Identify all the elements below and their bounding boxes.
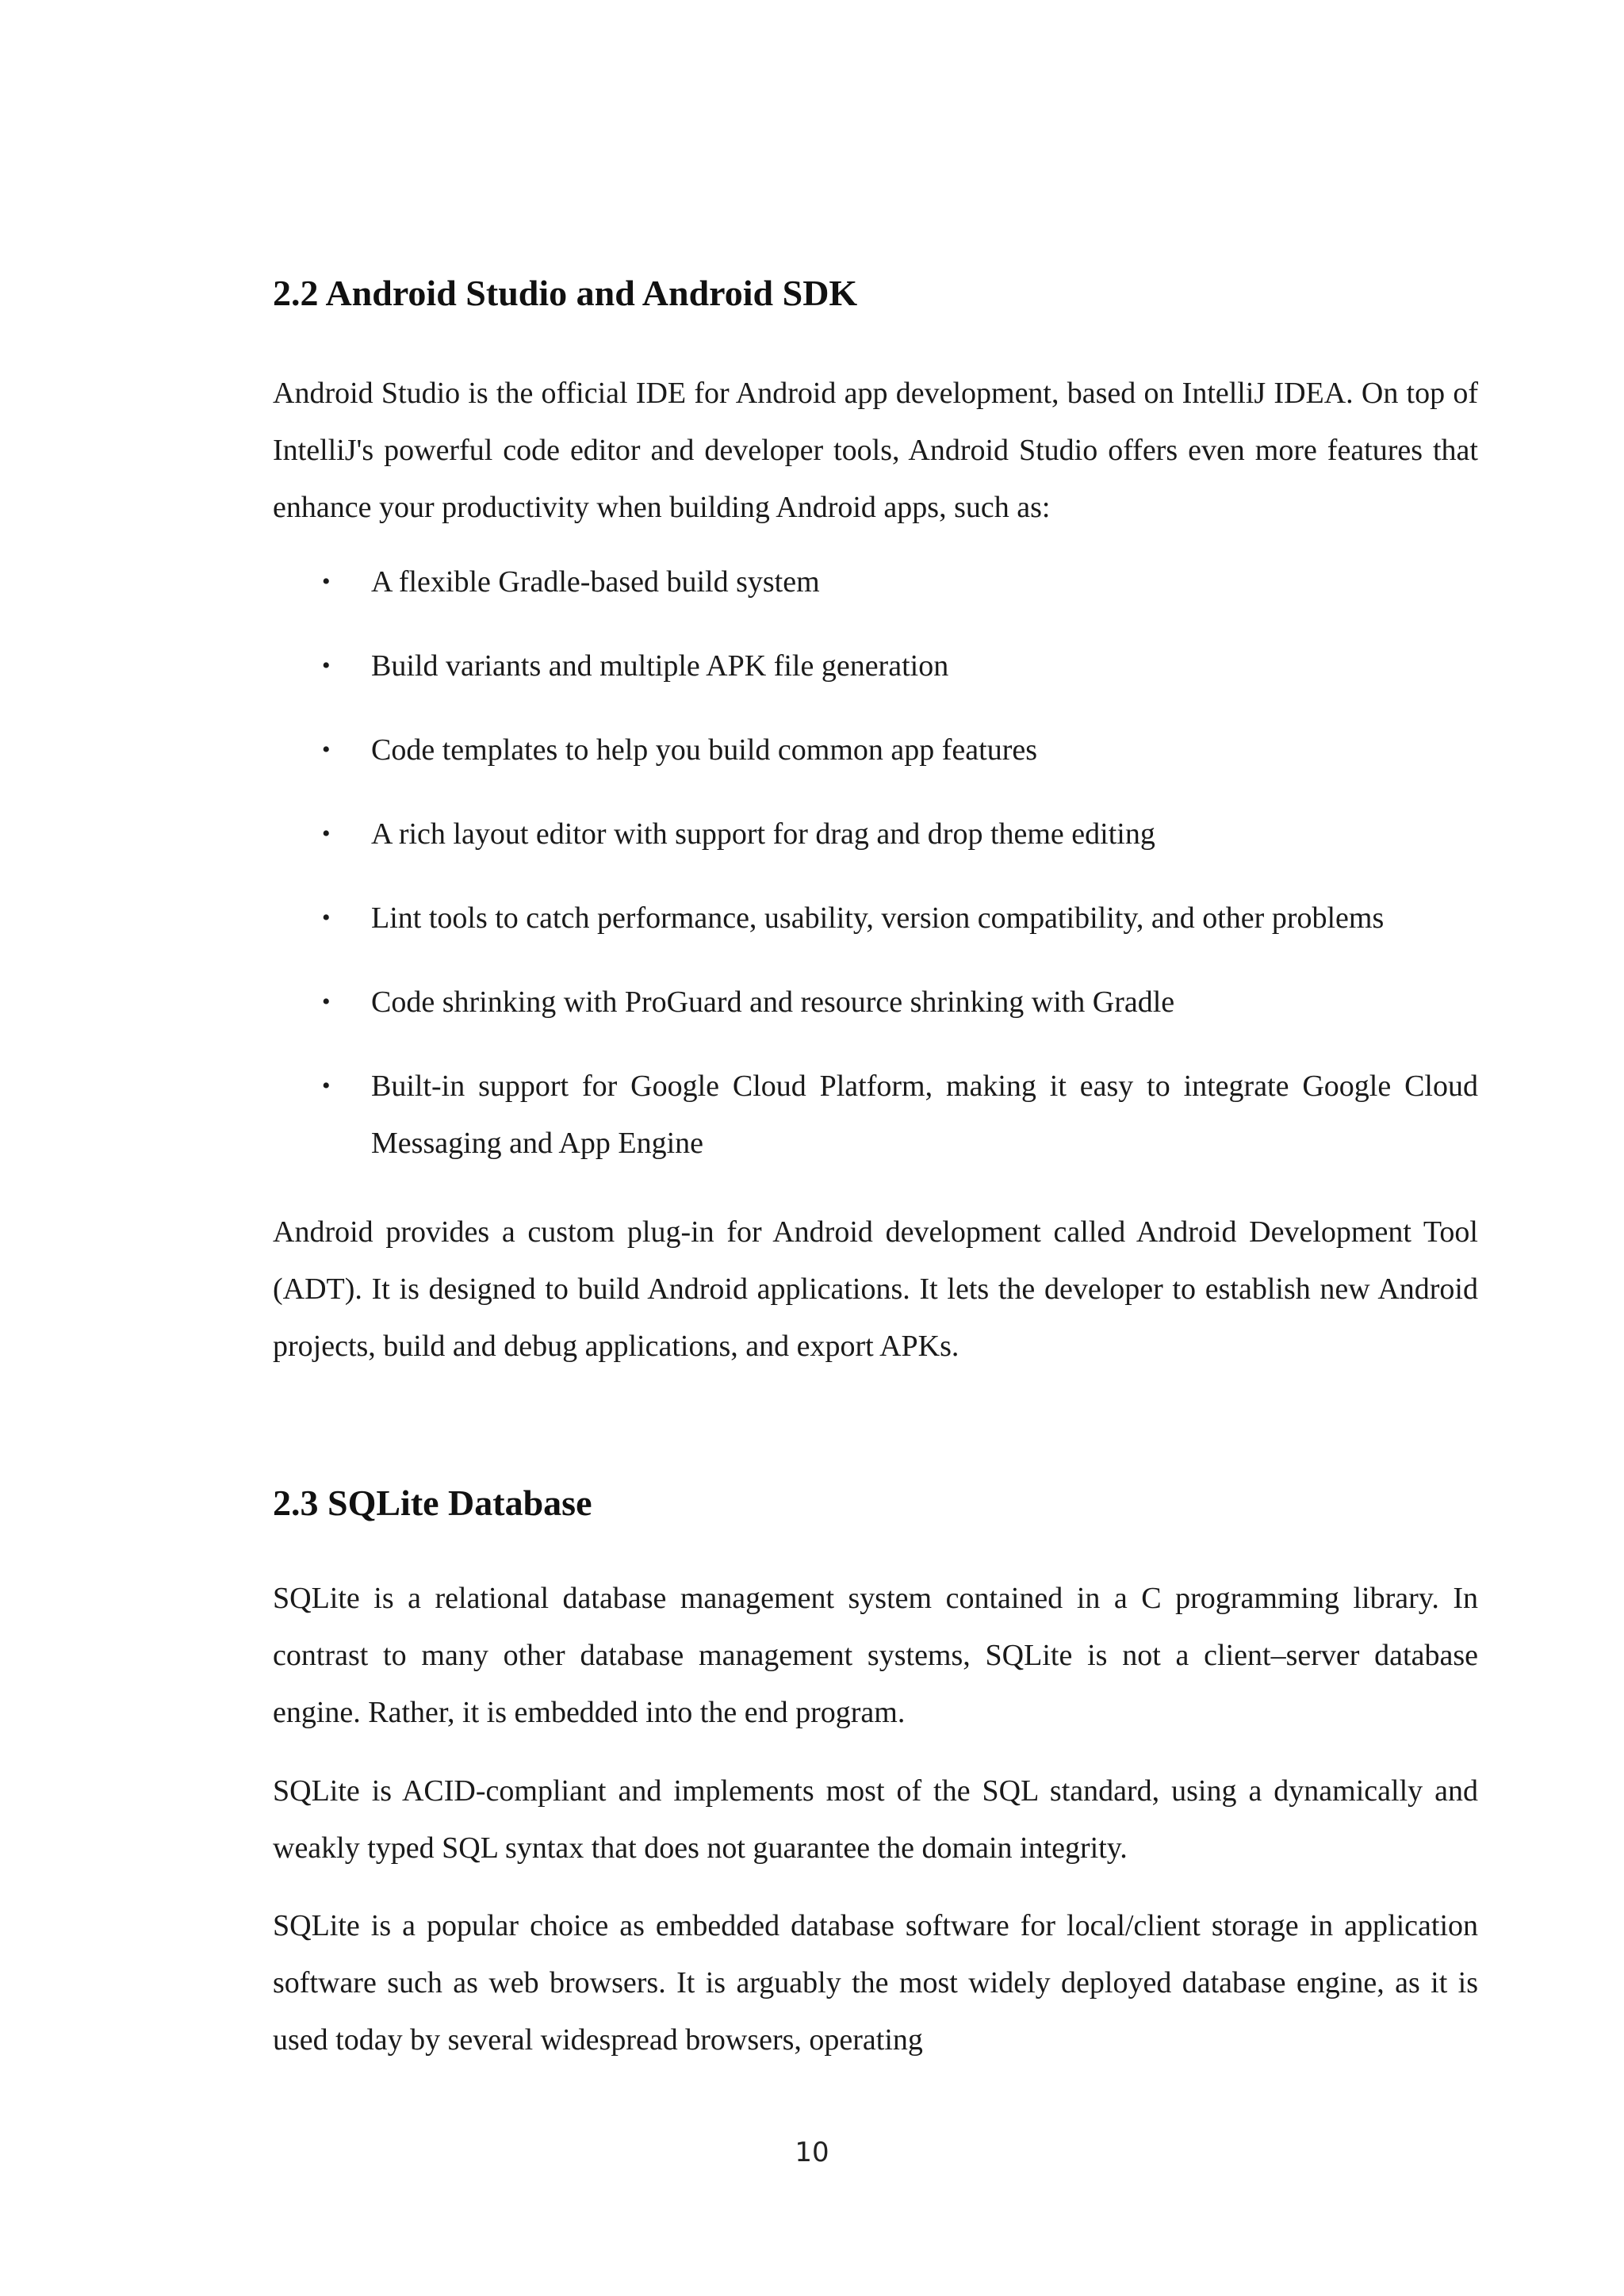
list-item <box>273 1058 1478 1172</box>
adt-paragraph: Android provides a custom plug-in for Android development called Android Development Tool (ADT). It is designed to build Android applications. It lets the developer to establish new Android projects, build and debug applications, and export APKs. <box>273 1215 1478 1363</box>
list-item <box>273 974 1478 1031</box>
bullet-icon: • <box>322 989 331 1015</box>
list-item-text: Code templates to help you build common app features <box>371 733 1038 767</box>
list-item <box>273 637 1478 695</box>
sqlite-paragraph-2: SQLite is ACID-compliant and implements most of the SQL standard, using a dynamically and weakly typed SQL syntax that does not guarantee the domain integrity. <box>273 1774 1478 1865</box>
list-item-text: Built-in support for Google Cloud Platform, making it easy to integrate Google Cloud Messaging and App Engine <box>371 1070 1478 1160</box>
section-heading-sqlite: 2.3 SQLite Database <box>273 1483 592 1523</box>
bullet-icon: • <box>322 821 331 847</box>
list-item-text: Build variants and multiple APK file generation <box>371 649 949 683</box>
list-item <box>273 890 1478 947</box>
bullet-icon: • <box>322 1073 331 1099</box>
section-heading-android-studio: 2.2 Android Studio and Android SDK <box>273 273 858 313</box>
list-item-text: Code shrinking with ProGuard and resource shrinking with Gradle <box>371 985 1175 1019</box>
list-item-text: A rich layout editor with support for drag and drop theme editing <box>371 817 1155 851</box>
list-item <box>273 553 1478 610</box>
list-item-text: A flexible Gradle-based build system <box>371 565 820 599</box>
page-number: 10 <box>795 2137 829 2168</box>
bullet-icon: • <box>322 905 331 931</box>
list-item <box>273 806 1478 863</box>
bullet-icon: • <box>322 568 331 595</box>
list-item-text: Lint tools to catch performance, usability, version compatibility, and other problems <box>371 901 1385 935</box>
intro-paragraph: Android Studio is the official IDE for Android app development, based on IntelliJ IDEA. On top of IntelliJ's powerful code editor and developer tools, Android Studio offers even more features that enhance your productivity when building Android apps, such as: <box>273 377 1478 524</box>
feature-list <box>273 553 1478 1199</box>
sqlite-paragraph-1: SQLite is a relational database management system contained in a C programming library. In contrast to many other database management systems, SQLite is not a client–server database engine. Rather, it is embedded into the end program. <box>273 1582 1478 1729</box>
bullet-icon: • <box>322 737 331 763</box>
sqlite-paragraph-3: SQLite is a popular choice as embedded database software for local/client storage in application software such as web browsers. It is arguably the most widely deployed database engine, as it is used today by several widespread browsers, operating <box>273 1909 1478 2057</box>
list-item <box>273 721 1478 779</box>
bullet-icon: • <box>322 652 331 679</box>
